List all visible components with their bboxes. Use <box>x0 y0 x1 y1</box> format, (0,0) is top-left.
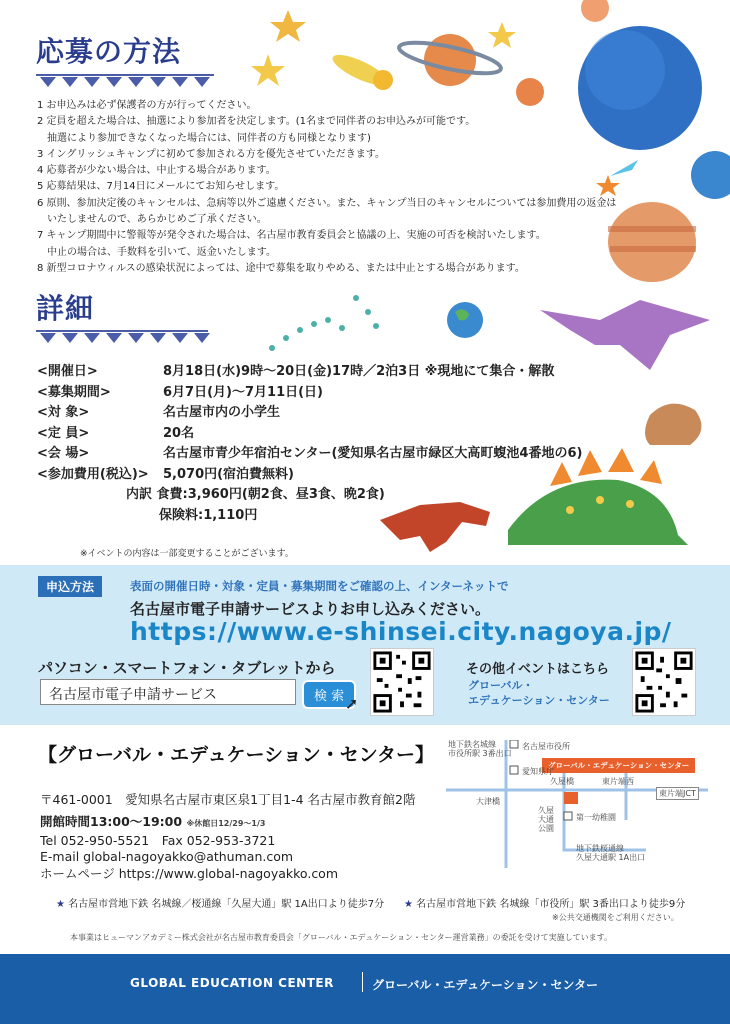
footer-jp: グローバル・エデュケーション・センター <box>372 978 599 992</box>
details-label: <対 象> <box>37 405 90 420</box>
details-row <box>37 403 582 424</box>
pteranodon-icon <box>540 300 710 370</box>
rule-item: 6 原則、参加決定後のキャンセルは、急病等以外ご遠慮ください。また、キャンプ当日のキャンセルについては参加費用の返金は <box>37 197 617 209</box>
star-icon <box>251 54 285 86</box>
heading-underline <box>36 330 208 332</box>
map-banner: グローバル・エデュケーション・センター <box>542 758 695 773</box>
details-heading: 詳細 <box>36 292 95 325</box>
rule-item: 抽選により参加できなくなった場合には、同伴者の方も同様となります) <box>37 132 371 144</box>
details-label: <定 員> <box>37 425 90 441</box>
map-label-shiyakusho: 名古屋市役所 <box>522 742 570 751</box>
details-row <box>37 506 582 527</box>
details-label: <開催日> <box>37 364 98 379</box>
details-value: 8月18日(水)9時〜20日(金)17時／2泊3日 ※現地にて集合・解散 <box>163 364 555 379</box>
rule-item: 4 応募者が少ない場合は、中止する場合があります。 <box>37 165 276 177</box>
details-value: 5,070円(宿泊費無料) <box>163 466 295 482</box>
map-label-otsu: 大津橋 <box>476 797 500 806</box>
star-icon: ★ <box>404 899 417 910</box>
center-address: 〒461-0001 愛知県名古屋市東区泉1丁目1-4 名古屋市教育館2階 <box>40 792 416 807</box>
gec-link-line: グローバル・ <box>468 679 534 692</box>
footer <box>0 954 730 1024</box>
star-icon: ★ <box>56 899 69 910</box>
sponsor-note: 本事業はヒューマンアカデミー株式会社が名古屋市教育委員会「グローバル・エデュケーション・センター運営業務」の委託を受けて実施しています。 <box>70 933 612 942</box>
access-route-2: ★ 名古屋市営地下鉄 名城線「市役所」駅 3番出口より徒歩9分 <box>404 899 686 910</box>
details-row <box>37 383 582 404</box>
details-row <box>37 424 582 445</box>
qr-code-apply[interactable] <box>370 648 434 716</box>
details-label: <会 場> <box>37 446 90 461</box>
search-button[interactable]: 検 索 <box>302 680 356 709</box>
fee-insurance: 保険料:1,110円 <box>159 507 258 523</box>
star-icon <box>270 10 306 42</box>
details-list <box>37 362 582 526</box>
details-value: 名古屋市内の小学生 <box>163 405 281 420</box>
center-holiday: ※休館日12/29〜1/3 <box>186 819 266 828</box>
footer-divider <box>362 972 363 992</box>
access-note: ※公共交通機関をご利用ください。 <box>552 913 679 922</box>
heading-decoration <box>40 333 210 343</box>
access-route-1: ★ 名古屋市営地下鉄 名城線／桜通線「久屋大通」駅 1A出口より徒歩7分 <box>56 899 385 910</box>
details-label: <参加費用(税込)> <box>37 466 149 482</box>
rule-item: いたしませんので、あらかじめご了承ください。 <box>37 214 267 226</box>
map-label-hisaya: 久屋橋 <box>550 777 574 786</box>
gec-link-line: エデュケーション・センター <box>468 694 610 707</box>
rule-item: 3 イングリッシュキャンプに初めて参加される方を優先させていただきます。 <box>37 148 385 160</box>
other-events-text: その他イベントはこちら <box>466 662 610 677</box>
center-info <box>40 814 338 882</box>
triceratops-icon <box>645 404 701 445</box>
rule-item: 7 キャンプ期間中に警報等が発令された場合は、名古屋市教育委員会と協議の上、実施の可否を検討いたします。 <box>37 230 546 242</box>
details-note: ※イベントの内容は一部変更することがございます。 <box>80 549 294 559</box>
heading-decoration <box>40 77 210 87</box>
details-row <box>37 465 582 486</box>
rule-item: 中止の場合は、手数料を引いて、返金いたします。 <box>37 246 276 258</box>
center-hours: 開館時間13:00〜19:00 <box>40 814 183 829</box>
rule-item: 2 定員を超えた場合は、抽選により参加者を決定します。(1名まで同伴者のお申込みが可能です。 <box>37 116 476 128</box>
heading-underline <box>36 74 214 76</box>
map-label-hisaya-st: 地下鉄桜通線 久屋大通駅 1A出口 <box>576 844 646 862</box>
details-value: 6月7日(月)〜7月11日(日) <box>163 384 323 400</box>
application-rules <box>37 98 637 277</box>
cursor-icon: ➚ <box>345 694 359 713</box>
apply-instruction: 名古屋市電子申請サービスよりお申し込みください。 <box>130 600 491 618</box>
rule-item: 5 応募結果は、7月14日にメールにてお知らせします。 <box>37 181 285 193</box>
details-row <box>37 362 582 383</box>
qr-code-events[interactable] <box>632 648 696 716</box>
apply-intro: 表面の開催日時・対象・定員・募集期間をご確認の上、インターネットで <box>130 579 509 593</box>
details-value: 名古屋市青少年宿泊センター(愛知県名古屋市緑区大高町蝮池4番地の6) <box>163 446 583 461</box>
apply-url-link[interactable]: https://www.e-shinsei.city.nagoya.jp/ <box>130 617 672 646</box>
center-web[interactable]: ホームページ https://www.global-nagoyakko.com <box>40 865 339 881</box>
access-map <box>446 740 708 868</box>
gec-link[interactable] <box>468 678 610 708</box>
devices-text: パソコン・スマートフォン・タブレットから <box>38 659 336 677</box>
map-label-kindergarten: 第一幼稚園 <box>576 813 616 822</box>
application-heading: 応募の方法 <box>36 35 182 68</box>
center-tel: Tel 052-950-5521 Fax 052-953-3721 <box>40 832 276 848</box>
details-row <box>37 485 582 506</box>
rule-item: 8 新型コロナウィルスの感染状況によっては、途中で募集を取りやめる、または中止とする場合があります。 <box>37 262 525 274</box>
earth-icon <box>447 302 483 338</box>
map-label-meijo: 地下鉄名城線 市役所駅 3番出口 <box>448 740 512 758</box>
footer-en: GLOBAL EDUCATION CENTER <box>130 976 334 990</box>
map-label-kencho: 愛知県庁 <box>522 767 554 776</box>
fee-breakdown: 内訳 食費:3,960円(朝2食、昼3食、晩2食) <box>126 487 385 502</box>
map-label-jct: 東片端JCT <box>656 787 699 800</box>
map-label-higashi: 東片端西 <box>602 777 634 786</box>
details-label: <募集期間> <box>37 384 111 400</box>
search-input[interactable]: 名古屋市電子申請サービス <box>40 679 296 705</box>
center-email[interactable]: E-mail global-nagoyakko@athuman.com <box>40 849 294 864</box>
rule-item: 1 お申込みは必ず保護者の方が行ってください。 <box>37 100 257 111</box>
center-title: 【グローバル・エデュケーション・センター】 <box>38 744 434 766</box>
apply-tag: 申込方法 <box>38 576 102 597</box>
details-value: 20名 <box>163 425 195 441</box>
details-row <box>37 444 582 465</box>
star-icon <box>488 22 516 48</box>
map-label-park: 久屋大通公園 <box>538 806 554 833</box>
